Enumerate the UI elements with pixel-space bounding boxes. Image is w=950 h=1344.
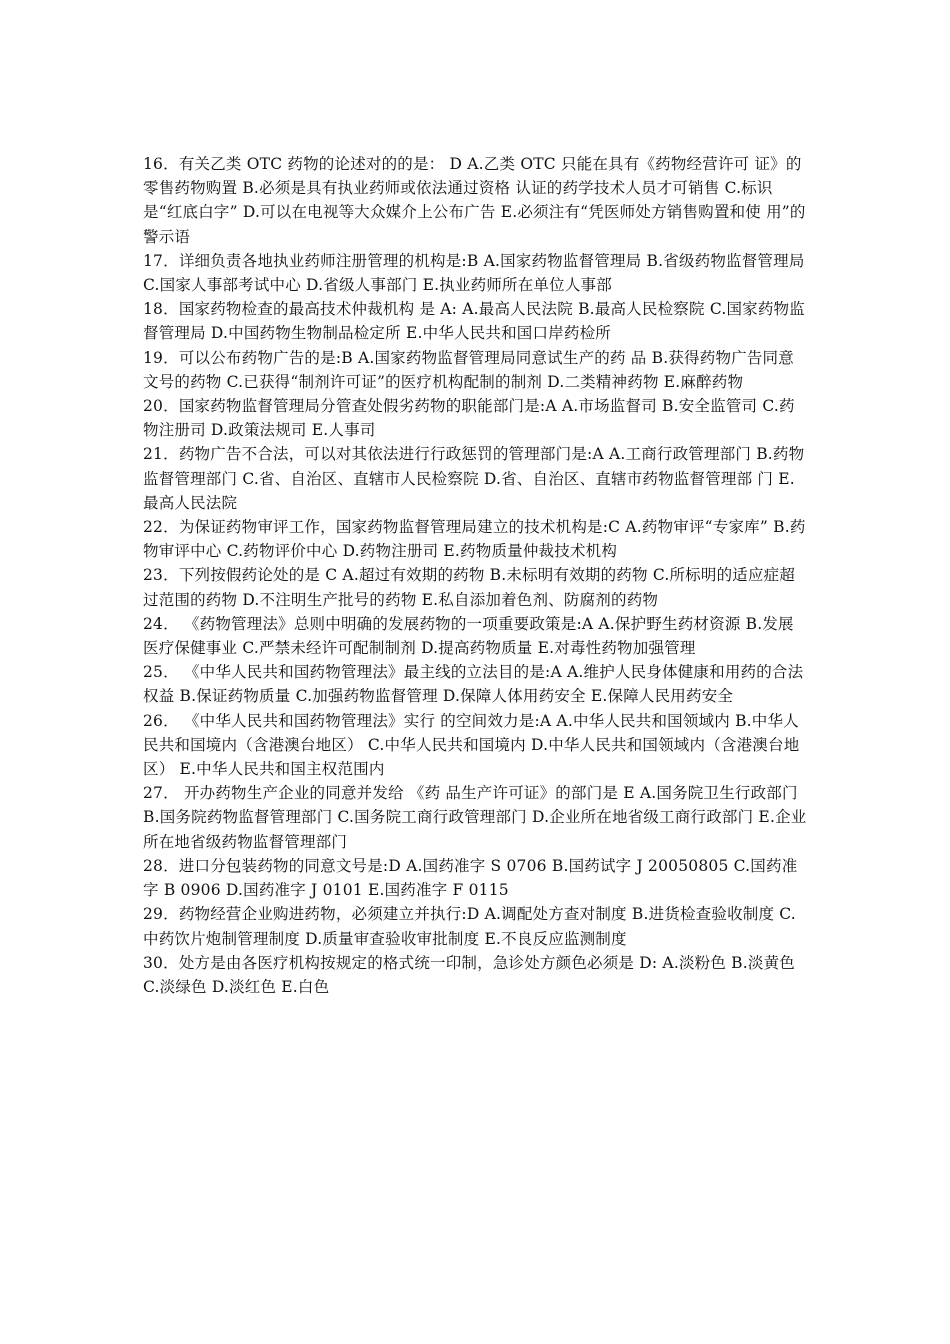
question-23: 23．下列按假药论处的是 C A.超过有效期的药物 B.未标明有效期的药物 C.所标明的适应症超过范围的药物 D.不注明生产批号的药物 E.私自添加着色剂、防腐剂的药物 (143, 566, 796, 609)
question-30: 30．处方是由各医疗机构按规定的格式统一印制，急诊处方颜色必须是 D: A.淡粉色 B.淡黄色 C.淡绿色 D.淡红色 E.白色 (143, 953, 795, 996)
question-28: 28．进口分包装药物的同意文号是:D A.国药准字 S 0706 B.国药试字 J 20050805 C.国药准字 B 0906 D.国药准字 J 0101 E.国药准字 F 0115 (143, 856, 798, 900)
question-19: 19．可以公布药物广告的是:B A.国家药物监督管理局同意试生产的药 品 B.获得药物广告同意文号的药物 C.已获得“制剂许可证”的医疗机构配制的制剂 D.二类精神药物 E.麻醉药物 (143, 348, 794, 391)
question-20: 20．国家药物监督管理局分管查处假劣药物的职能部门是:A A.市场监督司 B.安全监管司 C.药物注册司 D.政策法规司 E.人事司 (143, 397, 795, 440)
question-17: 17．详细负责各地执业药师注册管理的机构是:B A.国家药物监督管理局 B.省级药物监督管理局 C.国家人事部考试中心 D.省级人事部门 E.执业药师所在单位人事部 (143, 251, 805, 295)
question-18: 18．国家药物检查的最高技术仲裁机构 是 A: A.最高人民法院 B.最高人民检察院 C.国家药物监督管理局 D.中国药物生物制品检定所 E.中华人民共和国口岸药检所 (143, 300, 805, 343)
question-21: 21．药物广告不合法，可以对其依法进行行政惩罚的管理部门是:A A.工商行政管理部门 B.药物监督管理部门 C.省、自治区、直辖市人民检察院 D.省、自治区、直辖市药物监督管理部 门 E.最高人民法院 (143, 445, 805, 512)
document-page (143, 152, 807, 999)
question-27: 27． 开办药物生产企业的同意并发给 《药 品生产许可证》的部门是 E A.国务院卫生行政部门 B.国务院药物监督管理部门 C.国务院工商行政管理部门 D.企业所在地省级工商行政部门 E.企业所在地省级药物监督管理部门 (143, 784, 807, 851)
question-26: 26． 《中华人民共和国药物管理法》实行 的空间效力是:A A.中华人民共和国领域内 B.中华人民共和国境内（含港澳台地区） C.中华人民共和国境内 D.中华人民共和国领域内（含港澳台地 区） E.中华人民共和国主权范围内 (143, 711, 800, 779)
question-24: 24． 《药物管理法》总则中明确的发展药物的一项重要政策是:A A.保护野生药材资源 B.发展医疗保健事业 C.严禁未经许可配制制剂 D.提高药物质量 E.对毒性药物加强管理 (143, 614, 794, 658)
question-29: 29．药物经营企业购进药物，必须建立并执行:D A.调配处方查对制度 B.进货检查验收制度 C.中药饮片炮制管理制度 D.质量审查验收审批制度 E.不良反应监测制度 (143, 905, 796, 948)
question-25: 25． 《中华人民共和国药物管理法》最主线的立法目的是:A A.维护人民身体健康和用药的合法权益 B.保证药物质量 C.加强药物监督管理 D.保障人体用药安全 E.保障人民用药安全 (143, 663, 804, 706)
question-16: 16．有关乙类 OTC 药物的论述对的的是： D A.乙类 OTC 只能在具有《药物经营许可 证》的零售药物购置 B.必须是具有执业药师或依法通过资格 认证的药学技术人员才可销售 C.标识是“红底白字” D.可以在电视等大众媒介上公布广告 E.必须注有“凭医师处方销售购置和使 用”的警示语 (143, 155, 806, 246)
question-22: 22．为保证药物审评工作，国家药物监督管理局建立的技术机构是:C A.药物审评“专家库” B.药物审评中心 C.药物评价中心 D.药物注册司 E.药物质量仲裁技术机构 (143, 518, 806, 561)
